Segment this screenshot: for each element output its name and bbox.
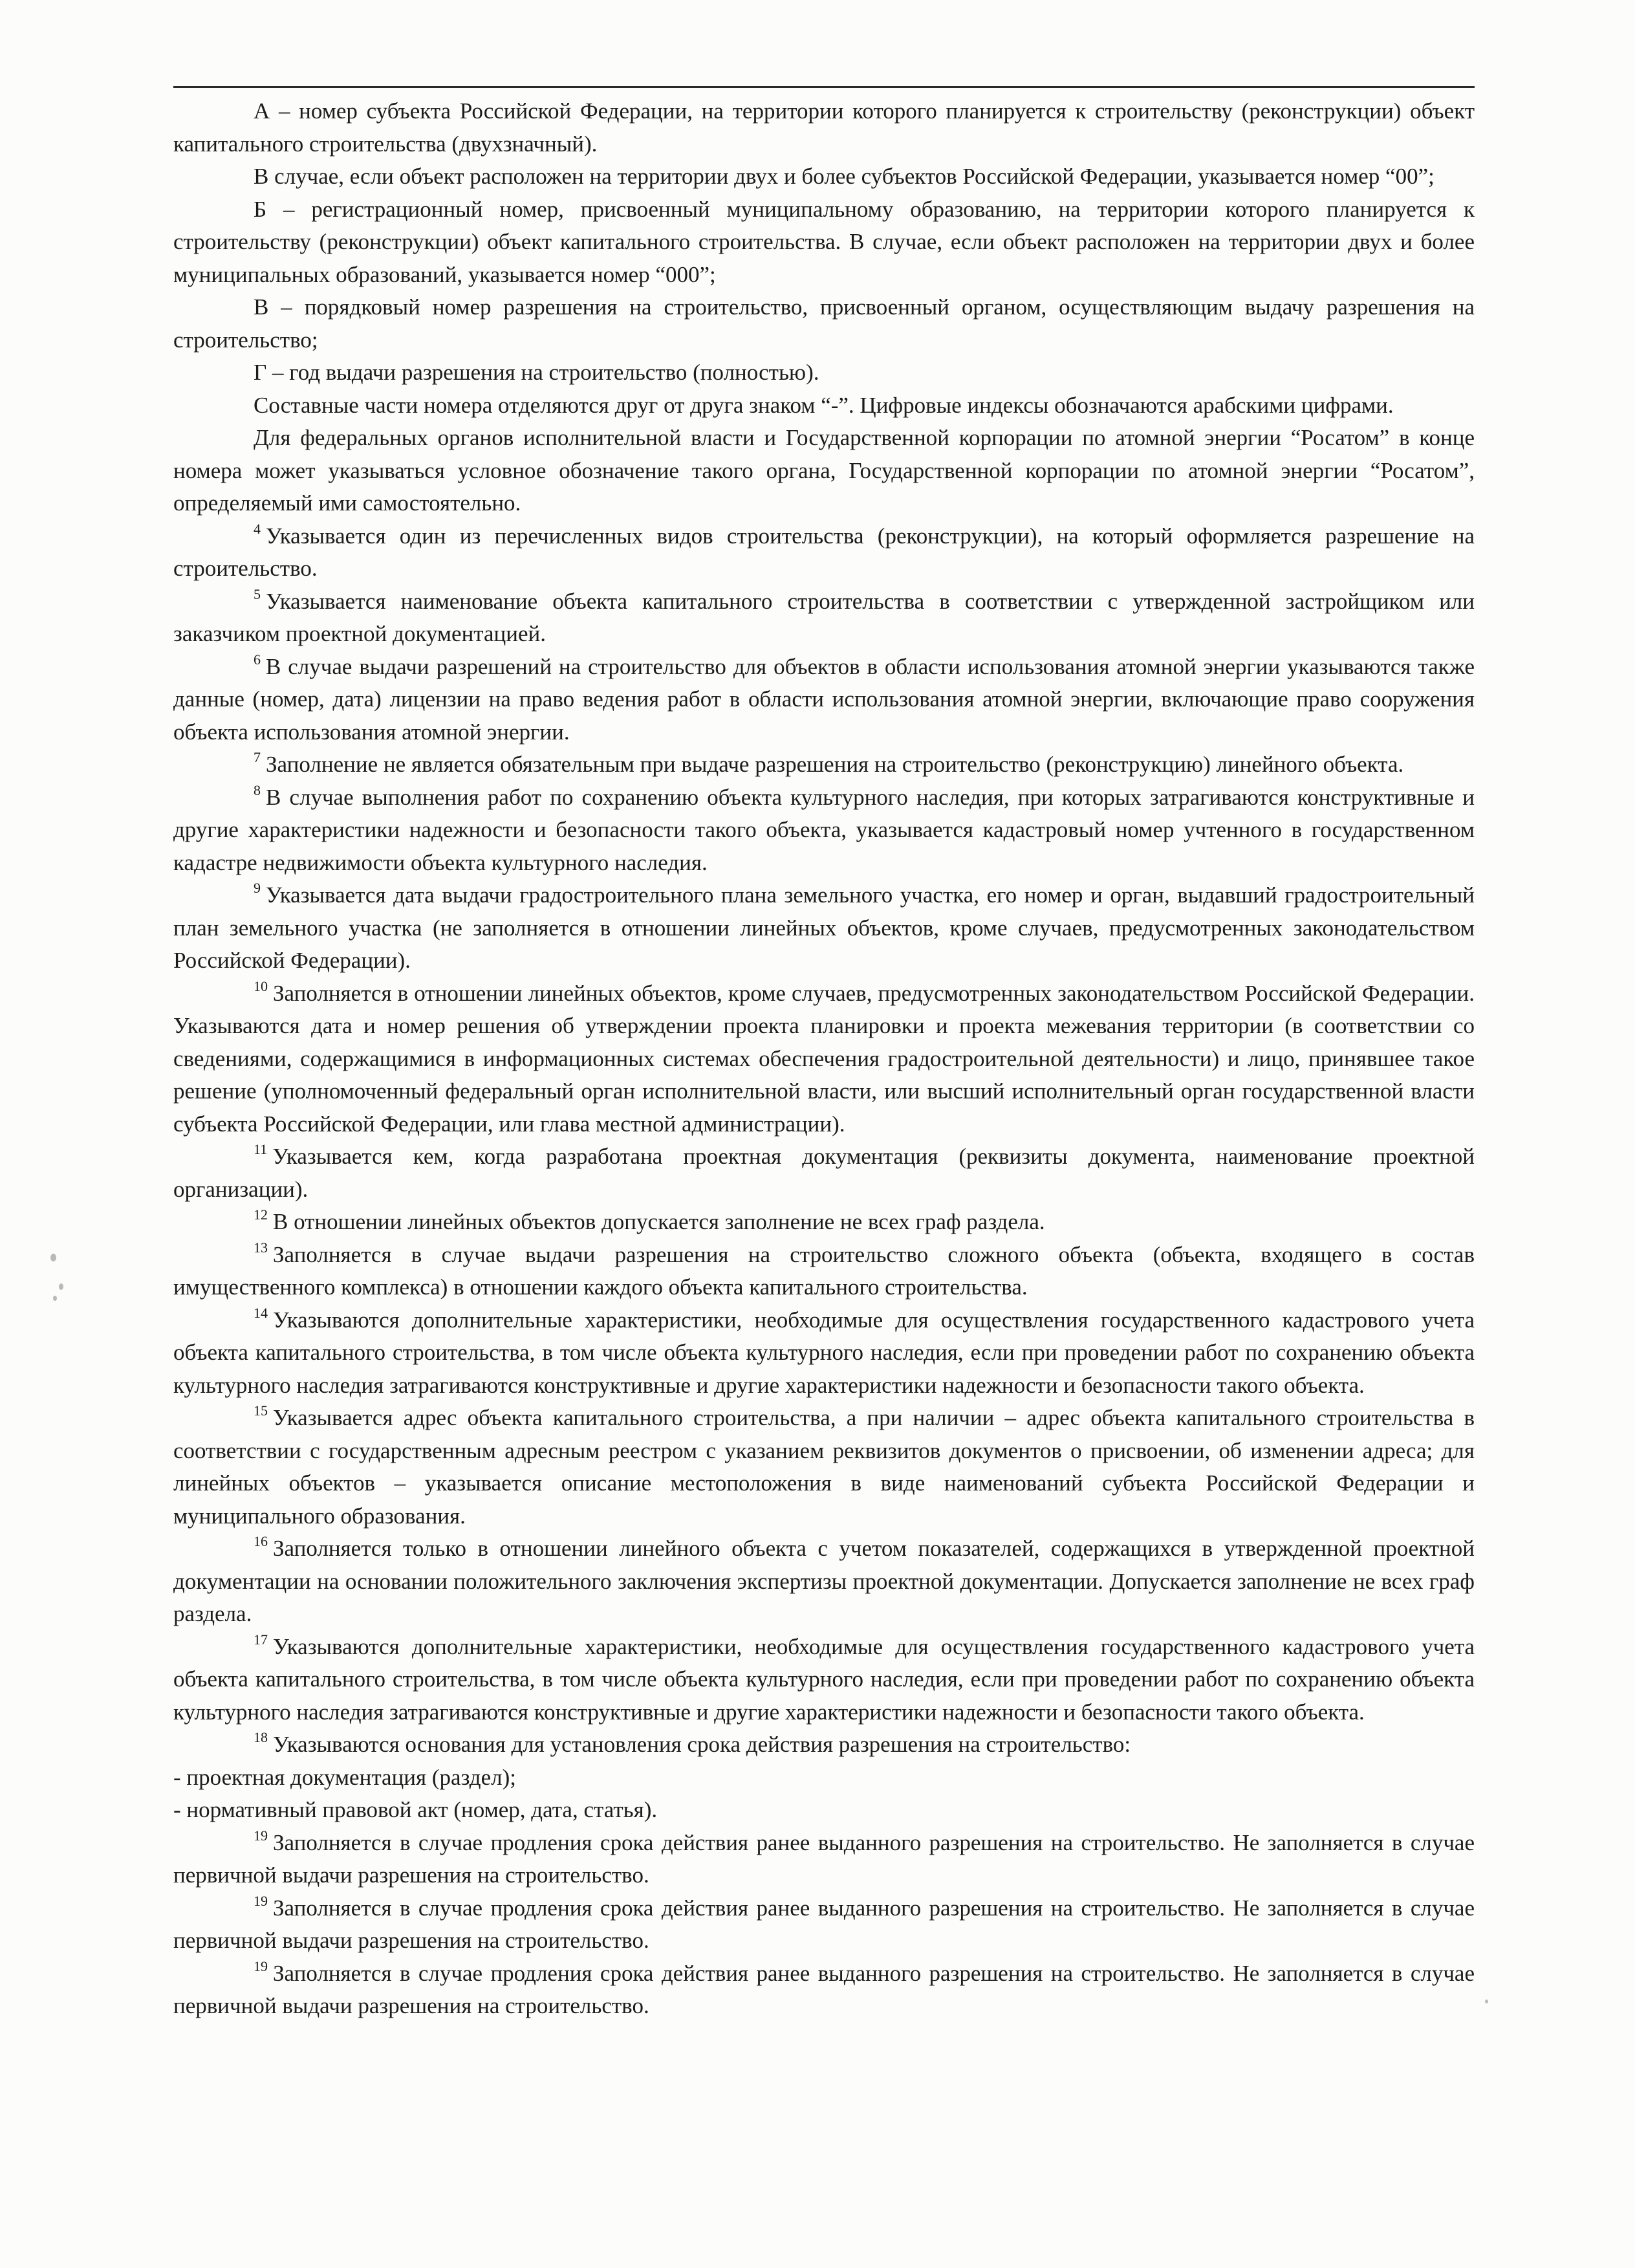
footnote-13 (173, 1239, 1475, 1304)
scan-speck (59, 1283, 63, 1290)
paragraph-rosatom: Для федеральных органов исполнительной власти и Государственной корпорации по атомной энергии “Росатом” в конце номера может указываться условное обозначение такого органа, Государственной корпорации по атомной энергии “Росатом”, определяемый ими самостоятельно. (173, 425, 1475, 516)
footnote-17 (173, 1631, 1475, 1729)
footnote-7 (173, 748, 1475, 781)
footnote-number: 13 (254, 1239, 268, 1256)
footnote-11 (173, 1140, 1475, 1206)
footnote-text: Заполняется в случае продления срока действия ранее выданного разрешения на строительство. Не заполняется в случае первичной выдачи разрешения на строительство. (173, 1895, 1475, 1953)
basis-item-legal-act: - нормативный правовой акт (номер, дата, статья). (173, 1797, 658, 1822)
footnote-number: 12 (254, 1206, 268, 1223)
footnote-number: 4 (254, 520, 261, 537)
footnote-18 (173, 1728, 1475, 1761)
paragraph-b: Б – регистрационный номер, присвоенный муниципальному образованию, на территории которого планируется к строительству (реконструкции) объект капитального строительства. В случае, если объект расположен на территории двух и более муниципальных образований, указывается номер “000”; (173, 196, 1475, 287)
paragraph-a-note: В случае, если объект расположен на территории двух и более субъектов Российской Федерации, указывается номер “00”; (254, 164, 1435, 189)
footnote-text: В отношении линейных объектов допускается заполнение не всех граф раздела. (273, 1209, 1045, 1234)
header-rule (173, 86, 1475, 88)
footnote-19-a (173, 1827, 1475, 1892)
footnote-10 (173, 977, 1475, 1141)
footnote-4 (173, 520, 1475, 585)
footnote-number: 17 (254, 1631, 268, 1648)
footnote-number: 15 (254, 1402, 268, 1419)
footnote-8 (173, 781, 1475, 880)
footnote-number: 10 (254, 977, 268, 994)
paragraph-g: Г – год выдачи разрешения на строительство (полностью). (254, 360, 819, 385)
footnote-6 (173, 651, 1475, 749)
footnote-text: Указывается дата выдачи градостроительного плана земельного участка, его номер и орган, выдавший градостроительный план земельного участка (не заполняется в отношении линейных объектов, кроме случаев, предусмотренных законодательством Российской Федерации). (173, 882, 1475, 973)
footnote-text: Заполняется в отношении линейных объектов, кроме случаев, предусмотренных законодательством Российской Федерации. Указываются дата и номер решения об утверждении проекта планировки и проекта межевания территории (в соответствии со сведениями, содержащимися в информационных системах обеспечения градостроительной деятельности) и лицо, принявшее такое решение (уполномоченный федеральный орган исполнительной власти, или высший исполнительный орган государственной власти субъекта Российской Федерации, или глава местной администрации). (173, 980, 1475, 1137)
footnote-text: Заполняется в случае продления срока действия ранее выданного разрешения на строительство. Не заполняется в случае первичной выдачи разрешения на строительство. (173, 1960, 1475, 2018)
paragraph-v: В – порядковый номер разрешения на строительство, присвоенный органом, осуществляющим выдачу разрешения на строительство; (173, 294, 1475, 353)
footnote-number: 18 (254, 1729, 268, 1746)
footnote-number: 5 (254, 585, 261, 602)
footnote-text: Указываются дополнительные характеристики, необходимые для осуществления государственного кадастрового учета объекта капитального строительства, в том числе объекта культурного наследия, если при проведении работ по сохранению объекта культурного наследия затрагиваются конструктивные и другие характеристики надежности и безопасности такого объекта. (173, 1633, 1475, 1725)
footnote-text: В случае выполнения работ по сохранению объекта культурного наследия, при которых затрагиваются конструктивные и другие характеристики надежности и безопасности такого объекта, указывается кадастровый номер учтенного в государственном кадастре недвижимости объекта культурного наследия. (173, 784, 1475, 875)
scan-speck (53, 1296, 57, 1301)
footnote-text: Указывается адрес объекта капитального строительства, а при наличии – адрес объекта капитального строительства в соответствии с государственным адресным реестром с указанием реквизитов документов о присвоении, об изменении адреса; для линейных объектов – указывается описание местоположения в виде наименований субъекта Российской Федерации и муниципального образования. (173, 1405, 1475, 1529)
footnote-text: Заполняется в случае выдачи разрешения на строительство сложного объекта (объекта, входящего в состав имущественного комплекса) в отношении каждого объекта капитального строительства. (173, 1241, 1475, 1300)
footnote-text: Указывается наименование объекта капитального строительства в соответствии с утвержденной застройщиком или заказчиком проектной документацией. (173, 588, 1475, 646)
footnote-15 (173, 1402, 1475, 1532)
footnote-text: Заполнение не является обязательным при выдаче разрешения на строительство (реконструкцию) линейного объекта. (266, 752, 1404, 777)
paragraph-a: А – номер субъекта Российской Федерации, на территории которого планируется к строительству (реконструкции) объект капитального строительства (двухзначный). (173, 98, 1475, 157)
footnote-number: 16 (254, 1533, 268, 1550)
footnotes-text (173, 95, 1475, 2023)
footnote-text: Заполняется только в отношении линейного объекта с учетом показателей, содержащихся в утвержденной проектной документации на основании положительного заключения экспертизы проектной документации. Допускается заполнение не всех граф раздела. (173, 1536, 1475, 1626)
footnote-number: 6 (254, 651, 261, 668)
footnote-14 (173, 1304, 1475, 1402)
footnote-number: 19 (254, 1892, 268, 1909)
footnote-19-b (173, 1892, 1475, 1957)
footnote-text: Заполняется в случае продления срока действия ранее выданного разрешения на строительство. Не заполняется в случае первичной выдачи разрешения на строительство. (173, 1829, 1475, 1888)
footnote-text: В случае выдачи разрешений на строительство для объектов в области использования атомной энергии указываются также данные (номер, дата) лицензии на право ведения работ в области использования атомной энергии, включающие право сооружения объекта использования атомной энергии. (173, 653, 1475, 745)
footnote-number: 9 (254, 880, 261, 897)
footnote-number: 14 (254, 1304, 268, 1321)
footnote-5 (173, 585, 1475, 651)
scan-speck (1485, 2000, 1488, 2003)
footnote-9 (173, 879, 1475, 977)
footnote-number: 11 (254, 1141, 268, 1158)
footnote-number: 8 (254, 781, 261, 798)
footnote-number: 19 (254, 1827, 268, 1844)
footnote-19-c (173, 1957, 1475, 2023)
footnote-text: Указываются основания для установления срока действия разрешения на строительство: (273, 1732, 1131, 1757)
footnote-number: 19 (254, 1957, 268, 1974)
footnote-text: Указывается кем, когда разработана проектная документация (реквизиты документа, наименование проектной организации). (173, 1144, 1475, 1202)
footnote-text: Указывается один из перечисленных видов строительства (реконструкции), на который оформляется разрешение на строительство. (173, 523, 1475, 581)
basis-item-design-docs: - проектная документация (раздел); (173, 1764, 516, 1790)
scan-speck (50, 1254, 56, 1261)
paragraph-separators: Составные части номера отделяются друг от друга знаком “-”. Цифровые индексы обозначаются арабскими цифрами. (254, 392, 1394, 418)
footnote-16 (173, 1532, 1475, 1631)
footnote-number: 7 (254, 749, 261, 766)
footnote-12 (173, 1206, 1475, 1239)
footnote-text: Указываются дополнительные характеристики, необходимые для осуществления государственного кадастрового учета объекта капитального строительства, в том числе объекта культурного наследия, если при проведении работ по сохранению объекта культурного наследия затрагиваются конструктивные и другие характеристики надежности и безопасности такого объекта. (173, 1307, 1475, 1398)
